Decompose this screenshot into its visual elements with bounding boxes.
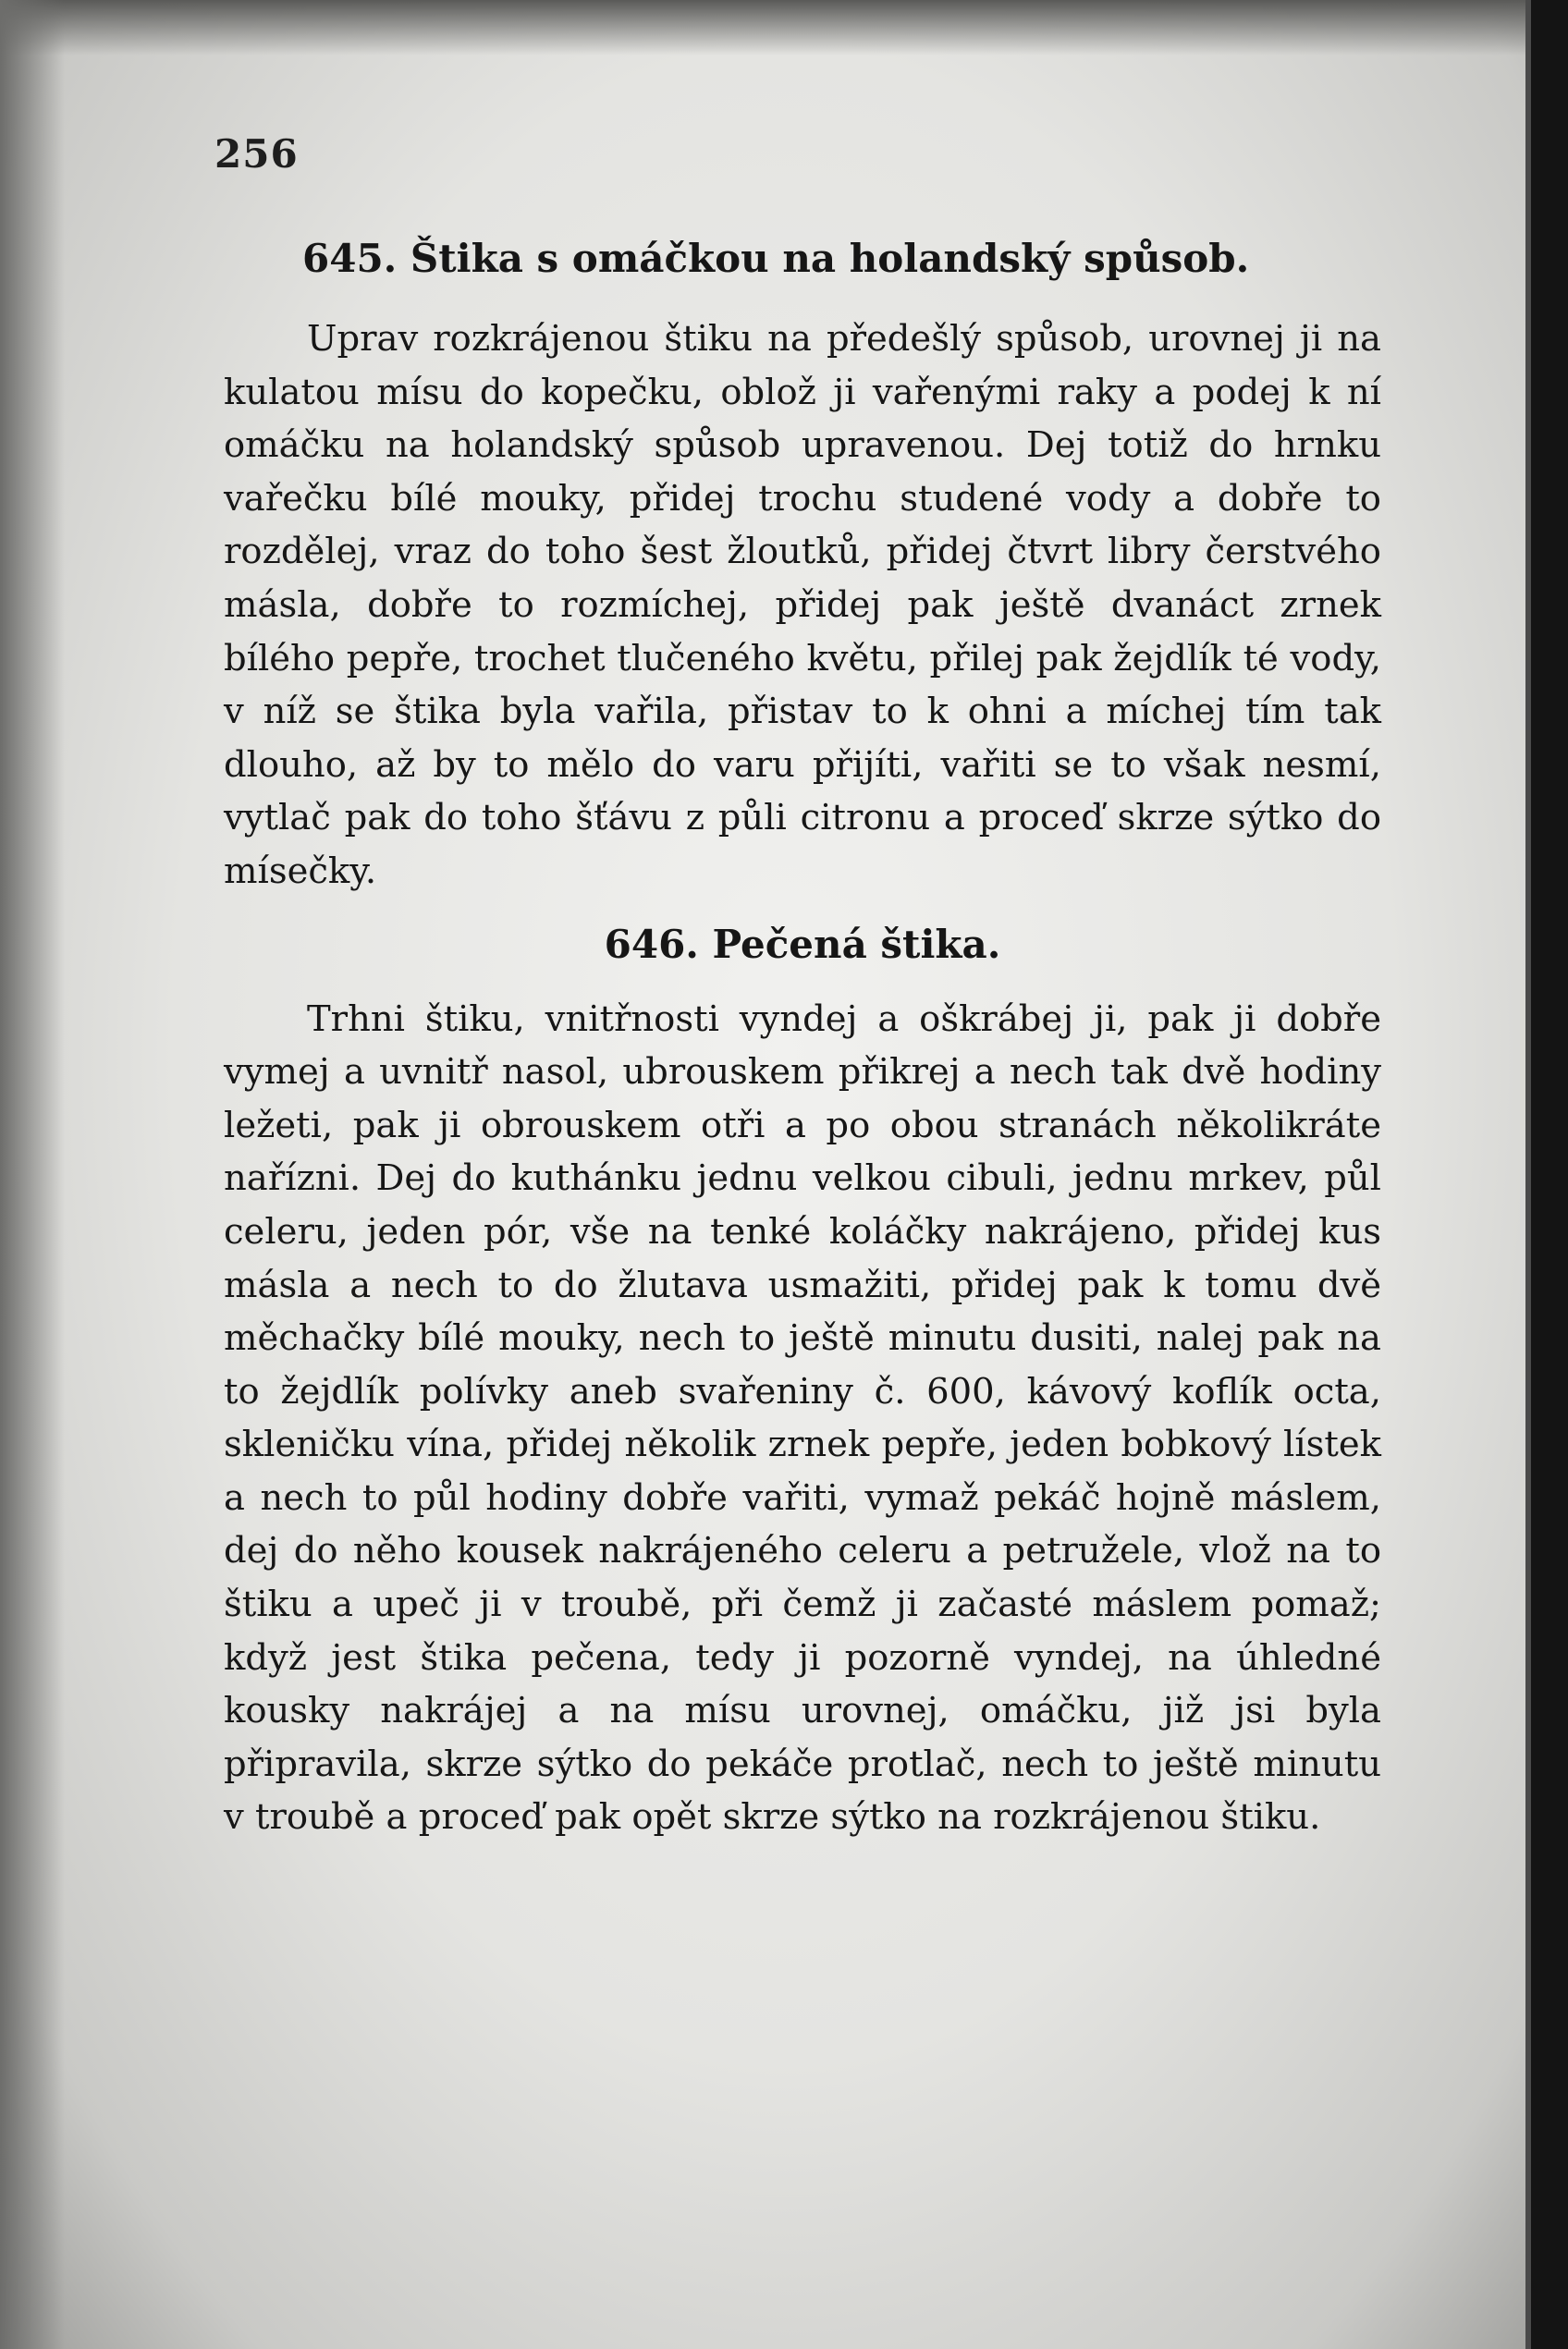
recipe-645-title: 645. Štika s omáčkou na holandský spůsob. bbox=[302, 236, 1250, 281]
page-edge-right bbox=[1531, 0, 1568, 2349]
recipe-645-text: Uprav rozkrájenou štiku na předešlý spůsob, urovnej ji na kulatou mísu do kopečku, oblož ji vařenými raky a podej k ní omáčku na holandský spůsob upravenou. Dej totiž do hrnku vařečku bílé mouky, přidej trochu studené vody a dobře to rozdělej, vraz do toho šest žloutků, přidej čtvrt libry čerstvého másla, dobře to rozmíchej, přidej pak ještě dvanáct zrnek bílého pepře, trochet tlučeného květu, přilej pak žejdlík té vody, v níž se štika byla vařila, přistav to k ohni a míchej tím tak dlouho, až by to mělo do varu přijíti, vařiti se to však nesmí, vytlač pak do toho šťávu z půli citronu a proceď skrze sýtko do mísečky. bbox=[224, 318, 1381, 892]
page-edge-left bbox=[0, 0, 65, 2349]
recipe-646-text: Trhni štiku, vnitřnosti vyndej a oškrábej ji, pak ji dobře vymej a uvnitř nasol, ubrouskem přikrej a nech tak dvě hodiny ležeti, pak ji obrouskem otři a po obou stranách několikráte nařízni. Dej do kuthánku jednu velkou cibuli, jednu mrkev, půl celeru, jeden pór, vše na tenké koláčky nakrájeno, přidej kus másla a nech to do žlutava usmažiti, přidej pak k tomu dvě měchačky bílé mouky, nech to ještě minutu dusiti, nalej pak na to žejdlík polívky aneb svařeniny č. 600, kávový koflík octa, skleničku vína, přidej několik zrnek pepře, jeden bobkový lístek a nech to půl hodiny dobře vařiti, vymaž pekáč hojně máslem, dej do něho kousek nakrájeného celeru a petružele, vlož na to štiku a upeč ji v troubě, při čemž ji začasté máslem pomaž; když jest štika pečena, tedy ji pozorně vyndej, na úhledné kousky nakrájej a na mísu urovnej, omáčku, již jsi byla připravila, skrze sýtko do pekáče protlač, nech to ještě minutu v troubě a proceď pak opět skrze sýtko na rozkrájenou štiku. bbox=[224, 997, 1381, 1839]
recipe-646-title: 646. Pečená štika. bbox=[604, 921, 1001, 967]
page-content bbox=[224, 231, 1381, 1844]
page-edge-top bbox=[0, 0, 1568, 55]
page-number: 256 bbox=[214, 131, 299, 177]
